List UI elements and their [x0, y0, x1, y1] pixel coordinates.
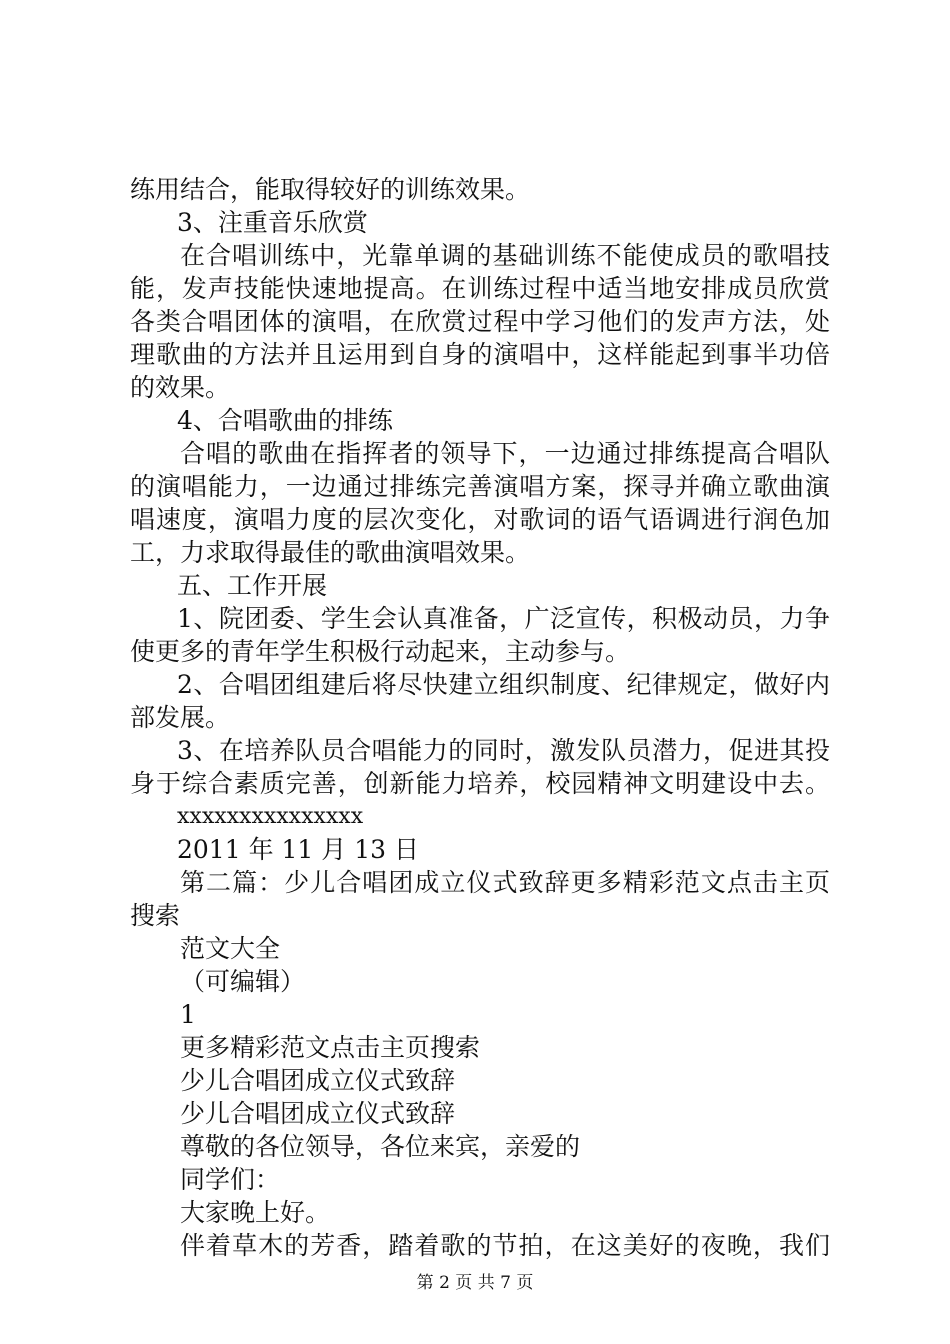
body-line: 1: [180, 1000, 196, 1029]
body-line: 尊敬的各位领导，各位来宾，亲爱的: [180, 1132, 581, 1161]
body-line: 同学们：: [180, 1165, 281, 1194]
article-title: 第二篇：少儿合唱团成立仪式致辞更多精彩范文点击主页: [180, 868, 830, 897]
signature-placeholder: xxxxxxxxxxxxxxx: [177, 804, 364, 829]
body-line: 少儿合唱团成立仪式致辞: [180, 1099, 456, 1128]
body-line: 练用结合，能取得较好的训练效果。: [130, 175, 531, 204]
body-line: 更多精彩范文点击主页搜索: [180, 1033, 481, 1062]
body-line: 少儿合唱团成立仪式致辞: [180, 1066, 456, 1095]
body-line: 各类合唱团体的演唱，在欣赏过程中学习他们的发声方法，处: [130, 307, 830, 336]
date-line: 2011 年 11 月 13 日: [177, 835, 419, 864]
body-line: 身于综合素质完善，创新能力培养，校园精神文明建设中去。: [130, 769, 830, 798]
body-line: 搜索: [130, 901, 181, 930]
body-line: 1、院团委、学生会认真准备，广泛宣传，积极动员，力争: [177, 604, 830, 633]
body-line: （可编辑）: [180, 967, 306, 996]
body-line: 唱速度，演唱力度的层次变化，对歌词的语气语调进行润色加: [130, 505, 830, 534]
body-line: 3、在培养队员合唱能力的同时，激发队员潜力，促进其投: [177, 736, 830, 765]
body-line: 在合唱训练中，光靠单调的基础训练不能使成员的歌唱技: [180, 241, 830, 270]
body-line: 使更多的青年学生积极行动起来，主动参与。: [130, 637, 631, 666]
body-line: 的效果。: [130, 373, 231, 402]
body-line: 工，力求取得最佳的歌曲演唱效果。: [130, 538, 531, 567]
body-line: 2、合唱团组建后将尽快建立组织制度、纪律规定，做好内: [177, 670, 830, 699]
body-line: 的演唱能力，一边通过排练完善演唱方案，探寻并确立歌曲演: [130, 472, 830, 501]
body-line: 部发展。: [130, 703, 231, 732]
section-heading: 五、工作开展: [177, 571, 328, 600]
page-number-footer: 第 2 页 共 7 页: [416, 1273, 534, 1293]
section-heading: 3、注重音乐欣赏: [177, 208, 368, 237]
body-line: 伴着草木的芳香，踏着歌的节拍，在这美好的夜晚，我们: [180, 1231, 830, 1260]
body-line: 范文大全: [180, 934, 281, 963]
body-line: 合唱的歌曲在指挥者的领导下，一边通过排练提高合唱队: [180, 439, 830, 468]
body-line: 理歌曲的方法并且运用到自身的演唱中，这样能起到事半功倍: [130, 340, 830, 369]
body-line: 能，发声技能快速地提高。在训练过程中适当地安排成员欣赏: [130, 274, 830, 303]
body-line: 大家晚上好。: [180, 1198, 331, 1227]
section-heading: 4、合唱歌曲的排练: [177, 406, 393, 435]
